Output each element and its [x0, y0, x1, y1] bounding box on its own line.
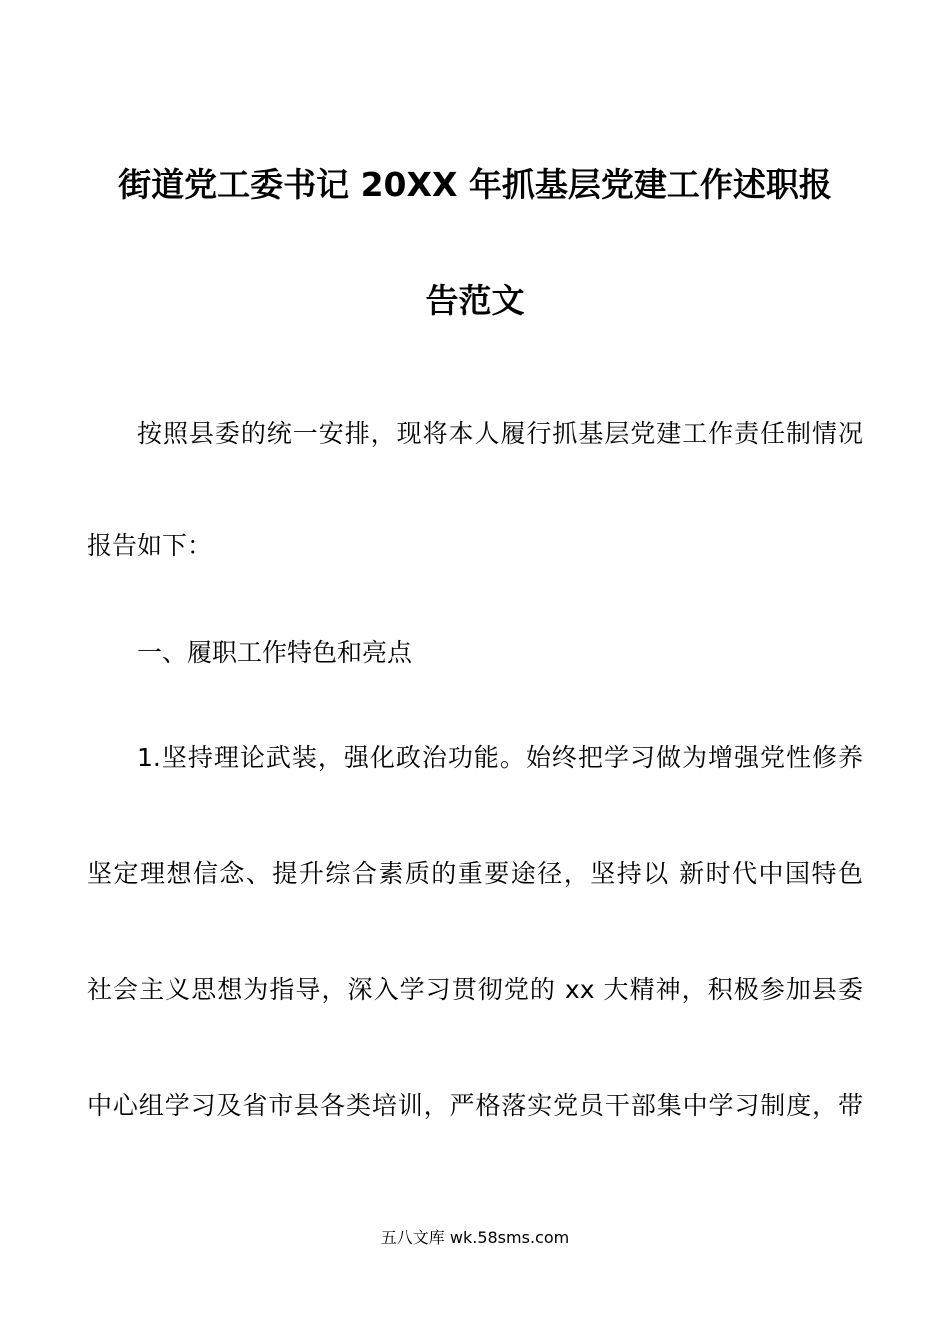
paragraph-line-6: 中心组学习及省市县各类培训，严格落实党员干部集中学习制度，带: [87, 1091, 863, 1120]
paragraph-line-5: 社会主义思想为指导，深入学习贯彻党的 xx 大精神，积极参加县委: [87, 975, 863, 1004]
document-title-line-1: 街道党工委书记 20XX 年抓基层党建工作述职报: [118, 165, 832, 204]
paragraph-line-3: 1.坚持理论武装，强化政治功能。始终把学习做为增强党性修养: [137, 743, 863, 772]
footer-watermark: 五八文库 wk.58sms.com: [380, 1228, 570, 1247]
paragraph-line-1: 按照县委的统一安排，现将本人履行抓基层党建工作责任制情况: [137, 419, 863, 448]
document-title-line-2: 告范文: [425, 281, 525, 320]
paragraph-line-4: 坚定理想信念、提升综合素质的重要途径，坚持以 新时代中国特色: [87, 859, 863, 888]
paragraph-line-2: 报告如下：: [87, 531, 213, 560]
section-heading: 一、履职工作特色和亮点: [137, 638, 413, 667]
